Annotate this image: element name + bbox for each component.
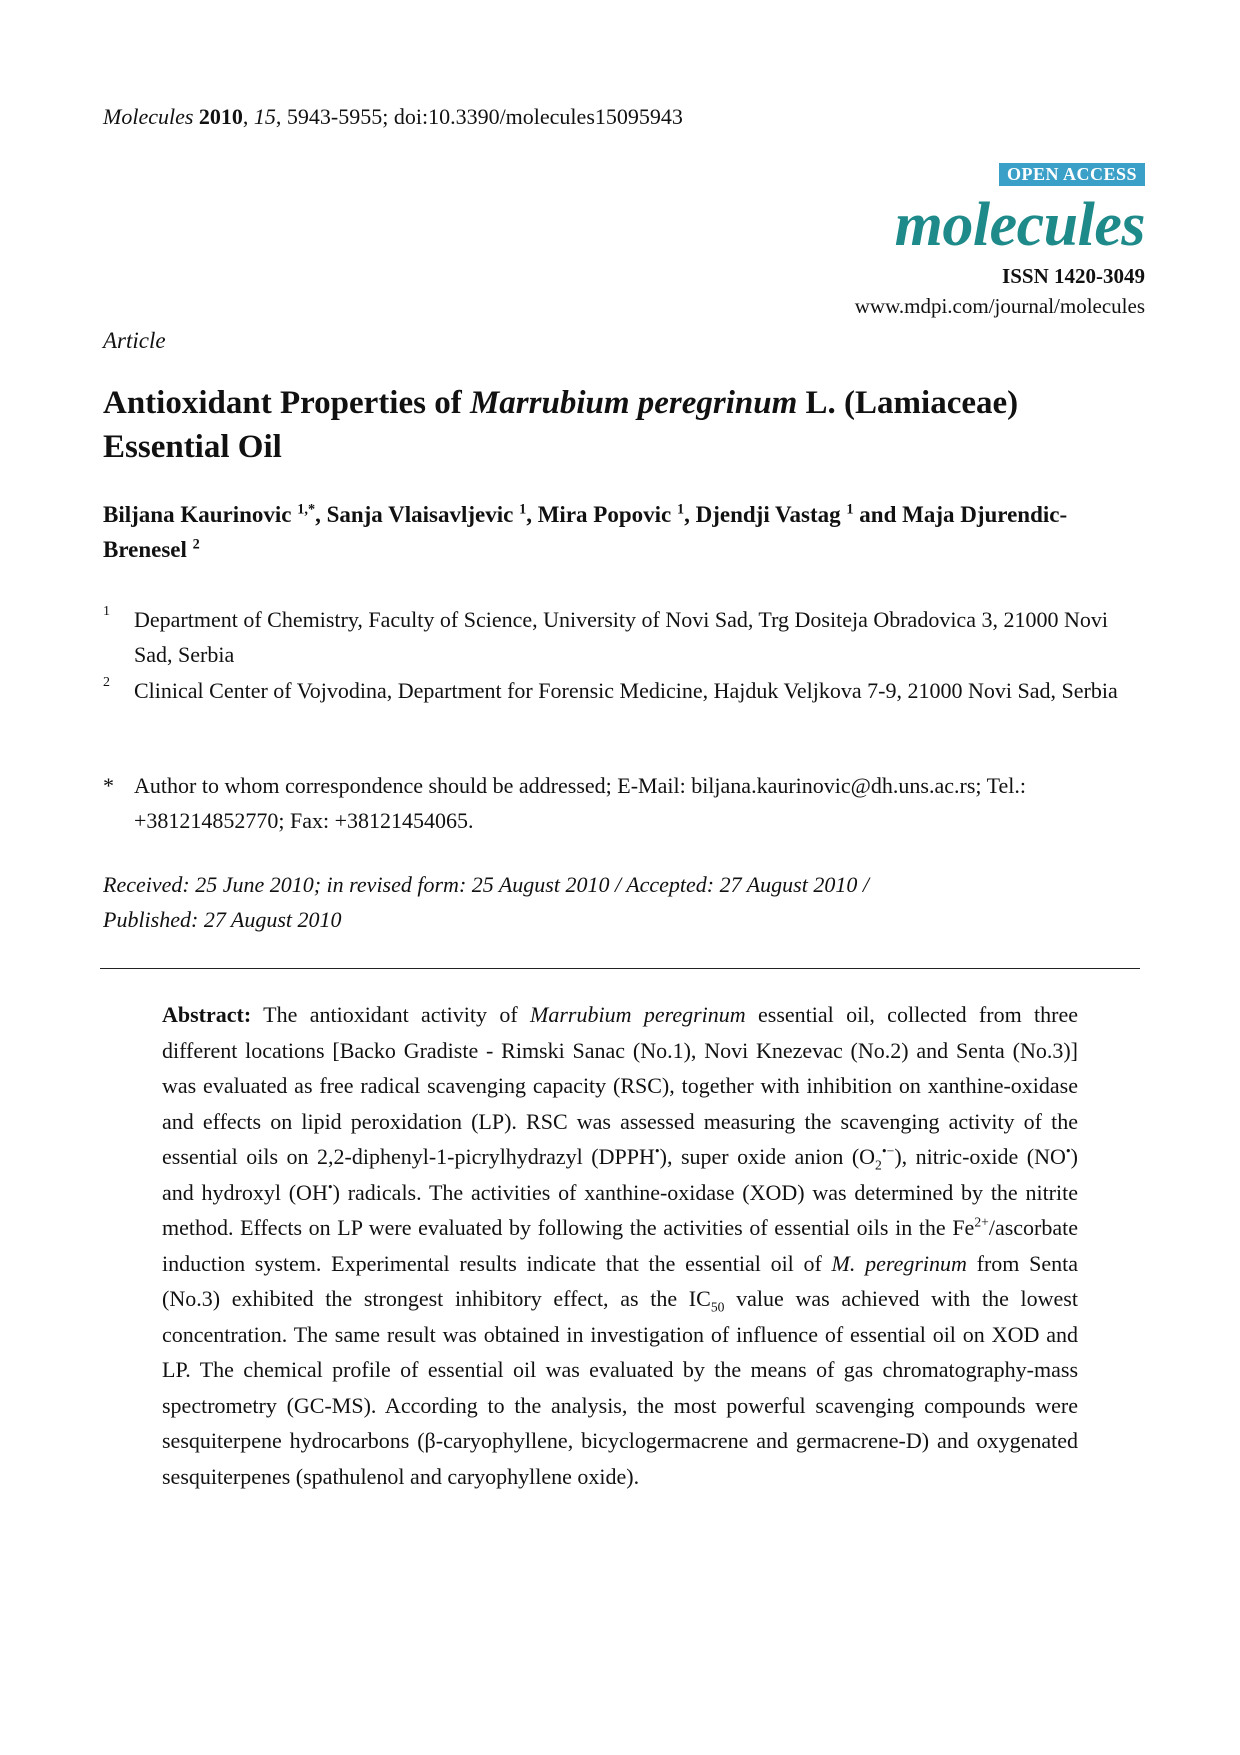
journal-url[interactable]: www.mdpi.com/journal/molecules (854, 294, 1145, 318)
affiliation-2 (103, 673, 1143, 708)
article-type: Article (103, 328, 166, 353)
author: Mira Popovic $^1$, (537, 501, 696, 527)
citation-pages-doi: , 5943-5955; doi:10.3390/molecules15095943 (275, 104, 683, 129)
correspondence (103, 768, 1143, 838)
author: Biljana Kaurinovic $^{1,*}$, (103, 501, 327, 527)
citation-line: Molecules 2010, 15, 5943-5955; doi:10.3390/molecules15095943 (103, 104, 683, 129)
correspondence-marker: * (103, 773, 114, 798)
citation-year: 2010 (198, 104, 243, 129)
title-species: Marrubium peregrinum (469, 385, 798, 421)
author: Maja Djurendic-Brenesel $^2$ (103, 502, 1068, 562)
correspondence-text: Author to whom correspondence should be addressed; E-Mail: biljana.kaurinovic@dh.uns.ac.rs; Tel.: +381214852770; Fax: +38121454065. (134, 773, 1026, 833)
header-divider (100, 968, 1140, 969)
affiliation-marker: 1 (103, 604, 110, 619)
affiliation-text: Department of Chemistry, Faculty of Science, University of Novi Sad, Trg Dositeja Obradovica 3, 21000 Novi Sad, Serbia (134, 607, 1108, 667)
affiliation-marker: 2 (103, 675, 110, 690)
issn: ISSN 1420-3049 (1002, 264, 1145, 288)
dates-line-2: Published: 27 August 2010 (103, 907, 342, 932)
journal-logo: molecules (894, 191, 1145, 259)
affiliation-1 (103, 602, 1143, 672)
dates-line-1: Received: 25 June 2010; in revised form: 25 August 2010 / Accepted: 27 August 2010 / (103, 872, 869, 897)
abstract: Abstract: The antioxidant activity of Marrubium peregrinum essential oil, collected from three different locations [Backo Gradiste - Rimski Sanac (No.1), Novi Knezevac (No.2) and Senta (No.3)] was evaluated as free radical scavenging capacity (RSC), together with inhibition on xanthine-oxidase and effects on lipid peroxidation (LP). RSC was assessed measuring the scavenging activity of the essential oils on 2,2-diphenyl-1-picrylhydrazyl (DPPH•), super oxide anion $(O_2^{•-})$, nitric-oxide (NO•) and hydroxyl (OH•) radicals. The activities of xanthine-oxidase (XOD) was determined by the nitrite method. Effects on LP were evaluated by following the activities of essential oils in the $Fe^{2+}$/ascorbate induction system. Experimental results indicate that the essential oil of M. peregrinum from Senta (No.3) exhibited the strongest inhibitory effect, as the $IC_{50}$ value was achieved with the lowest concentration. The same result was obtained in investigation of influence of essential oil on XOD and LP. The chemical profile of essential oil was evaluated by the means of gas chromatography-mass spectrometry (GC-MS). According to the analysis, the most powerful scavenging compounds were sesquiterpene hydrocarbons (β-caryophyllene, bicyclogermacrene and germacrene-D) and oxygenated sesquiterpenes (spathulenol and caryophyllene oxide). (162, 1002, 1079, 1489)
author: Djendji Vastag $^1$ and (695, 501, 903, 527)
open-access-badge: OPEN ACCESS (999, 163, 1145, 186)
title-part-2: L. (Lamiaceae) Essential Oil (103, 385, 1019, 465)
article-title (103, 381, 1123, 469)
journal-name: Molecules (103, 104, 194, 129)
affiliation-text: Clinical Center of Vojvodina, Department for Forensic Medicine, Hajduk Veljkova 7-9, 21000 Novi Sad, Serbia (134, 678, 1118, 703)
abstract-label: Abstract: (162, 1002, 252, 1027)
publication-dates (103, 867, 1143, 937)
author-list (103, 497, 1143, 567)
title-part-1: Antioxidant Properties of (103, 385, 470, 421)
citation-volume: 15 (253, 104, 276, 129)
author: Sanja Vlaisavljevic $^1$, (326, 501, 538, 527)
